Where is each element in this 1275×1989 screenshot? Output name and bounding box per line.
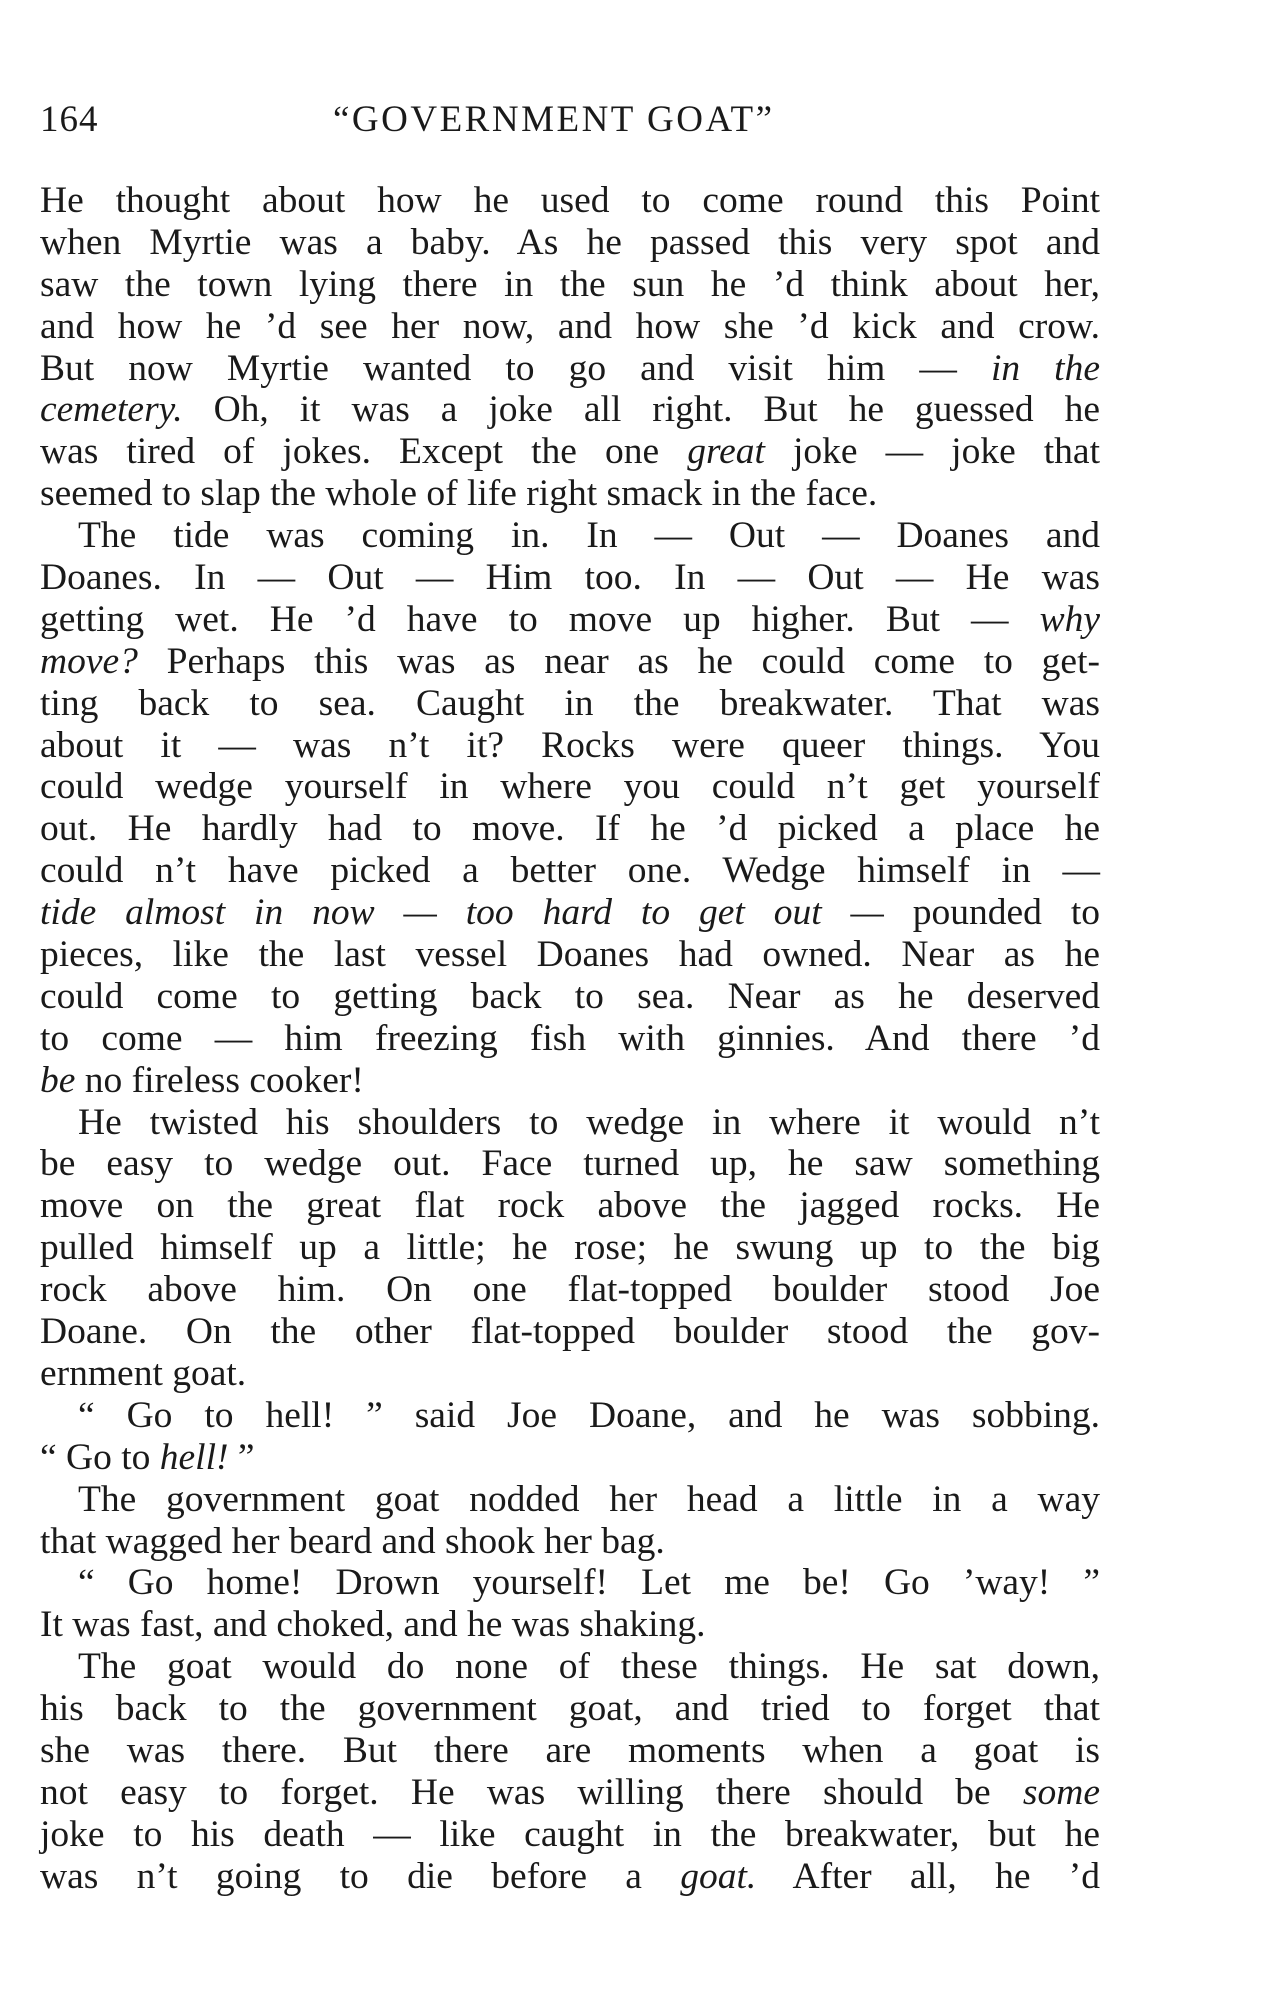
- text-line: that wagged her beard and shook her bag.: [40, 1520, 665, 1562]
- text-line: The goat would do none of these things. He sat down,: [78, 1646, 1100, 1688]
- text-line: It was fast, and choked, and he was shaking.: [40, 1604, 706, 1646]
- text-line: ting back to sea. Caught in the breakwater. That was: [40, 682, 1100, 724]
- text-line: be easy to wedge out. Face turned up, he saw something: [40, 1143, 1100, 1185]
- text-line: was tired of jokes. Except the one great joke — joke that: [40, 431, 1100, 473]
- text-line: “ Go to hell! ”: [40, 1436, 255, 1478]
- text-line: when Myrtie was a baby. As he passed this very spot and: [40, 221, 1100, 263]
- text-line: pulled himself up a little; he rose; he swung up to the big: [40, 1227, 1100, 1269]
- text-line: The government goat nodded her head a little in a way: [78, 1478, 1100, 1520]
- text-line: “ Go to hell! ” said Joe Doane, and he was sobbing.: [78, 1394, 1100, 1436]
- text-line: seemed to slap the whole of life right smack in the face.: [40, 473, 878, 515]
- text-line: “ Go home! Drown yourself! Let me be! Go ’way! ”: [78, 1562, 1100, 1604]
- text-line: move? Perhaps this was as near as he could come to get-: [40, 640, 1100, 682]
- page-number: 164: [40, 99, 99, 140]
- text-line: could wedge yourself in where you could n’t get yourself: [40, 766, 1100, 808]
- text-line: move on the great flat rock above the jagged rocks. He: [40, 1185, 1100, 1227]
- running-title: “GOVERNMENT GOAT”: [333, 99, 775, 140]
- text-line: He thought about how he used to come round this Point: [40, 180, 1100, 221]
- text-line: cemetery. Oh, it was a joke all right. But he guessed he: [40, 389, 1100, 431]
- text-line: and how he ’d see her now, and how she ’d kick and crow.: [40, 305, 1100, 347]
- running-head: [40, 98, 1100, 158]
- text-line: she was there. But there are moments when a goat is: [40, 1729, 1100, 1771]
- text-line: rock above him. On one flat-topped boulder stood Joe: [40, 1269, 1100, 1311]
- text-line: could come to getting back to sea. Near as he deserved: [40, 975, 1100, 1017]
- text-line: his back to the government goat, and tried to forget that: [40, 1688, 1100, 1730]
- text-line: not easy to forget. He was willing there should be some: [40, 1771, 1100, 1813]
- text-line: be no fireless cooker!: [40, 1059, 364, 1101]
- text-line: to come — him freezing fish with ginnies. And there ’d: [40, 1017, 1100, 1059]
- text-line: The tide was coming in. In — Out — Doanes and: [78, 515, 1100, 557]
- text-line: Doane. On the other flat-topped boulder stood the gov-: [40, 1311, 1100, 1353]
- text-line: about it — was n’t it? Rocks were queer things. You: [40, 724, 1100, 766]
- text-line: He twisted his shoulders to wedge in where it would n’t: [78, 1101, 1100, 1143]
- text-line: Doanes. In — Out — Him too. In — Out — He was: [40, 557, 1100, 599]
- text-line: could n’t have picked a better one. Wedge himself in —: [40, 850, 1100, 892]
- text-line: joke to his death — like caught in the breakwater, but he: [40, 1813, 1100, 1855]
- text-line: pieces, like the last vessel Doanes had owned. Near as he: [40, 934, 1100, 976]
- text-line: getting wet. He ’d have to move up higher. But — why: [40, 598, 1100, 640]
- text-line: was n’t going to die before a goat. After all, he ’d: [40, 1855, 1101, 1897]
- text-line: out. He hardly had to move. If he ’d picked a place he: [40, 808, 1100, 850]
- text-line: tide almost in now — too hard to get out — pounded to: [40, 892, 1100, 934]
- body-text: [40, 180, 1100, 1898]
- text-line: But now Myrtie wanted to go and visit him — in the: [40, 347, 1100, 389]
- text-line: ernment goat.: [40, 1352, 247, 1394]
- text-line: saw the town lying there in the sun he ’d think about her,: [40, 263, 1100, 305]
